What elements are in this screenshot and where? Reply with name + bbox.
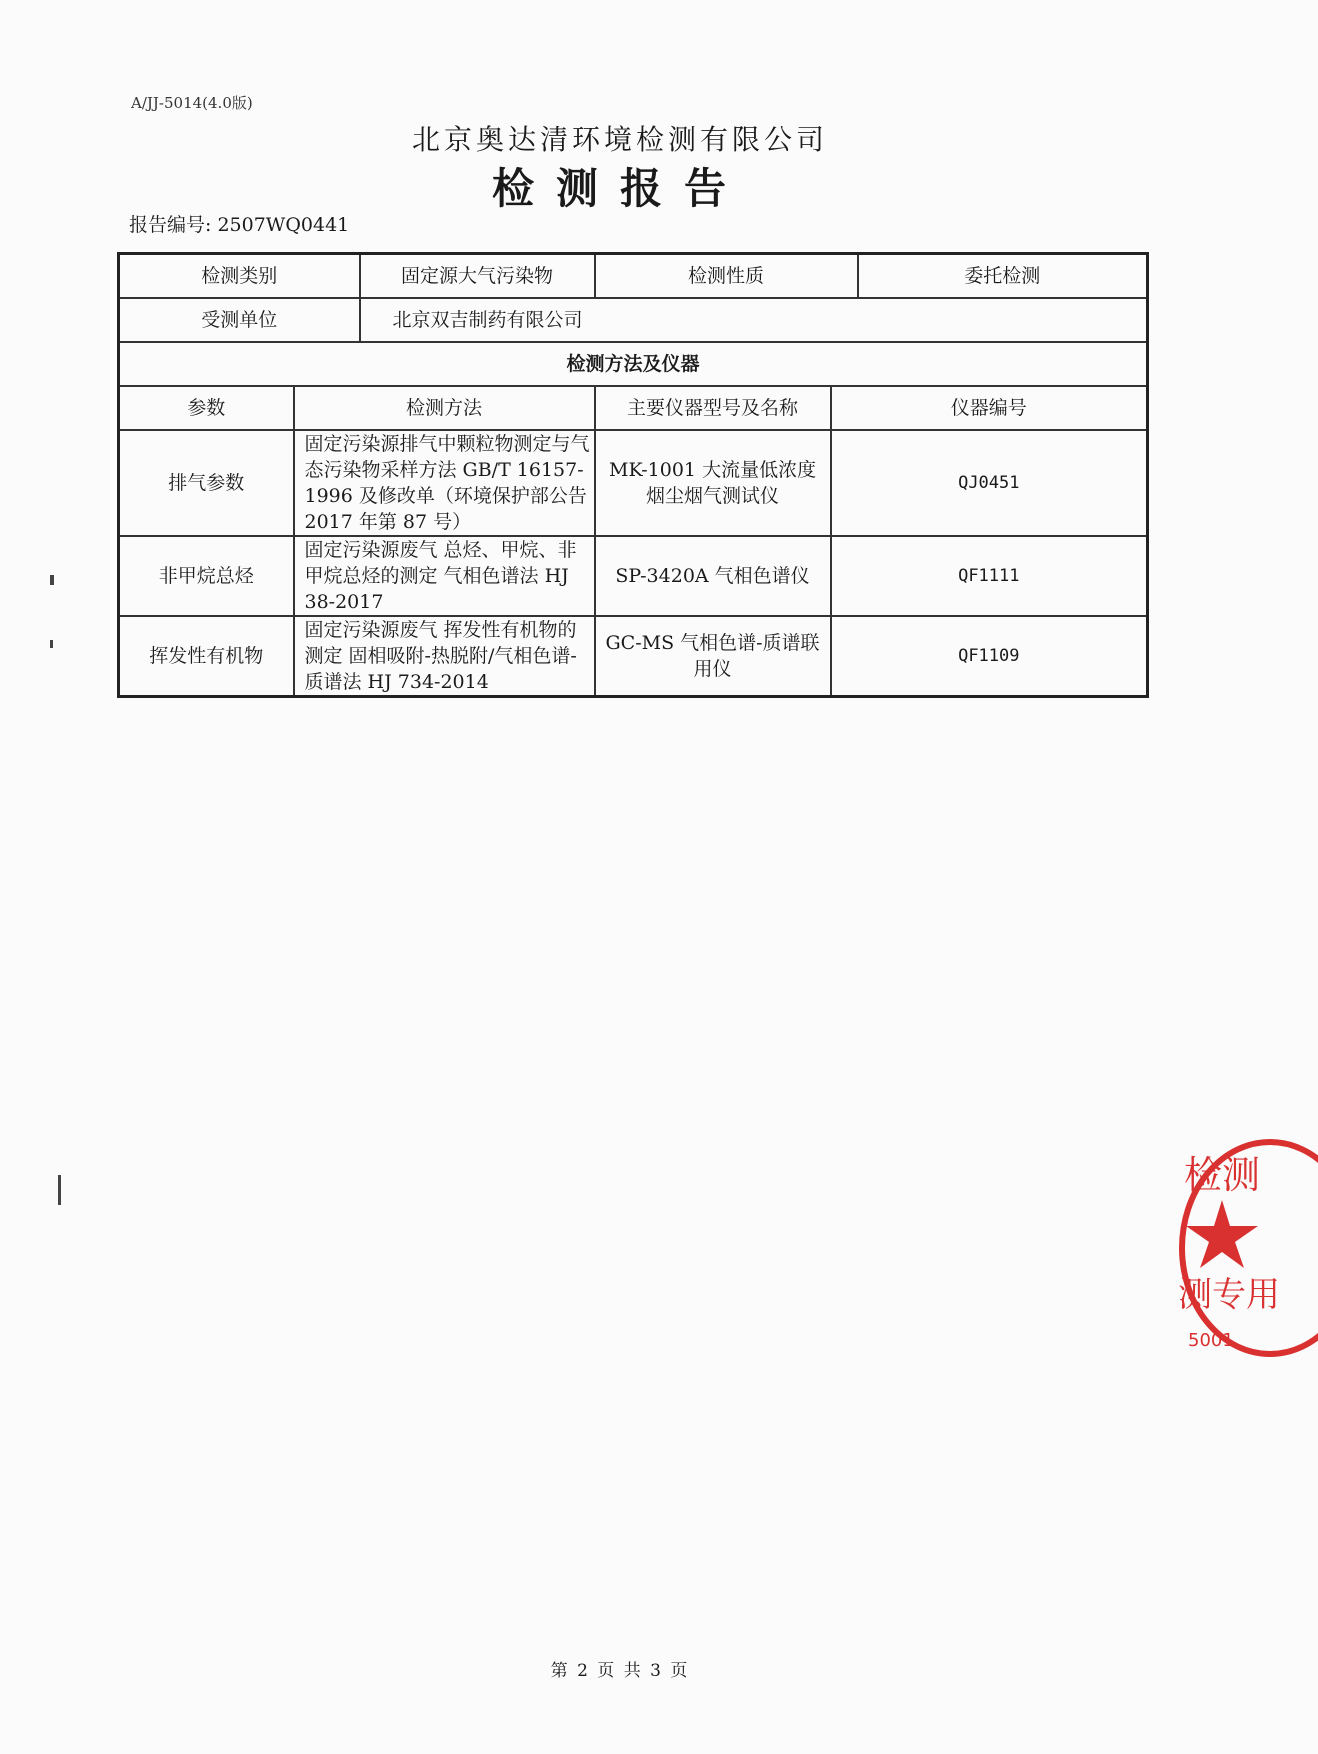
table-row: [119, 536, 1148, 616]
instrument-cell: GC-MS 气相色谱-质谱联用仪: [595, 616, 831, 697]
column-header: 主要仪器型号及名称: [595, 386, 831, 430]
nature-value: 委托检测: [858, 254, 1148, 298]
seal-text-bottom: 测专用: [1178, 1275, 1280, 1315]
column-header: 检测方法: [294, 386, 595, 430]
table-row: [119, 616, 1148, 697]
scan-mark: [58, 1175, 61, 1205]
code-cell: QF1111: [831, 536, 1148, 616]
table-row: [119, 430, 1148, 536]
report-title: 检测报告: [491, 164, 748, 213]
code-cell: QF1109: [831, 616, 1148, 697]
category-label: 检测类别: [119, 254, 360, 298]
param-cell: 挥发性有机物: [119, 616, 294, 697]
report-number: [129, 210, 349, 237]
methods-header-row: [119, 386, 1148, 430]
company-name: 北京奥达清环境检测有限公司: [411, 123, 828, 156]
param-cell: 非甲烷总烃: [119, 536, 294, 616]
scan-mark: [50, 640, 53, 648]
seal-text-top: 检测: [1184, 1153, 1261, 1197]
instrument-cell: MK-1001 大流量低浓度烟尘烟气测试仪: [595, 430, 831, 536]
page-number: 第 2 页 共 3 页: [550, 1661, 690, 1681]
client-value: 北京双吉制药有限公司: [360, 298, 1148, 342]
column-header: 仪器编号: [831, 386, 1148, 430]
report-number-label: 报告编号:: [129, 214, 212, 236]
param-cell: 排气参数: [119, 430, 294, 536]
form-code: A/JJ-5014(4.0版): [131, 94, 253, 112]
instrument-cell: SP-3420A 气相色谱仪: [595, 536, 831, 616]
code-cell: QJ0451: [831, 430, 1148, 536]
method-cell: 固定污染源废气 总烃、甲烷、非甲烷总烃的测定 气相色谱法 HJ 38-2017: [294, 536, 595, 616]
column-header: 参数: [119, 386, 294, 430]
report-number-value: 2507WQ0441: [217, 214, 350, 236]
scan-mark: [50, 575, 54, 585]
client-label: 受测单位: [119, 298, 360, 342]
nature-label: 检测性质: [595, 254, 858, 298]
star-icon: [1186, 1200, 1258, 1268]
seal-number: 5001: [1188, 1330, 1234, 1351]
method-cell: 固定污染源废气 挥发性有机物的测定 固相吸附-热脱附/气相色谱-质谱法 HJ 734-2014: [294, 616, 595, 697]
report-info-table: [117, 252, 1149, 698]
method-cell: 固定污染源排气中颗粒物测定与气态污染物采样方法 GB/T 16157-1996 及修改单（环境保护部公告 2017 年第 87 号）: [294, 430, 595, 536]
company-seal: [1178, 1128, 1318, 1368]
section-title: 检测方法及仪器: [119, 342, 1148, 386]
category-value: 固定源大气污染物: [360, 254, 595, 298]
